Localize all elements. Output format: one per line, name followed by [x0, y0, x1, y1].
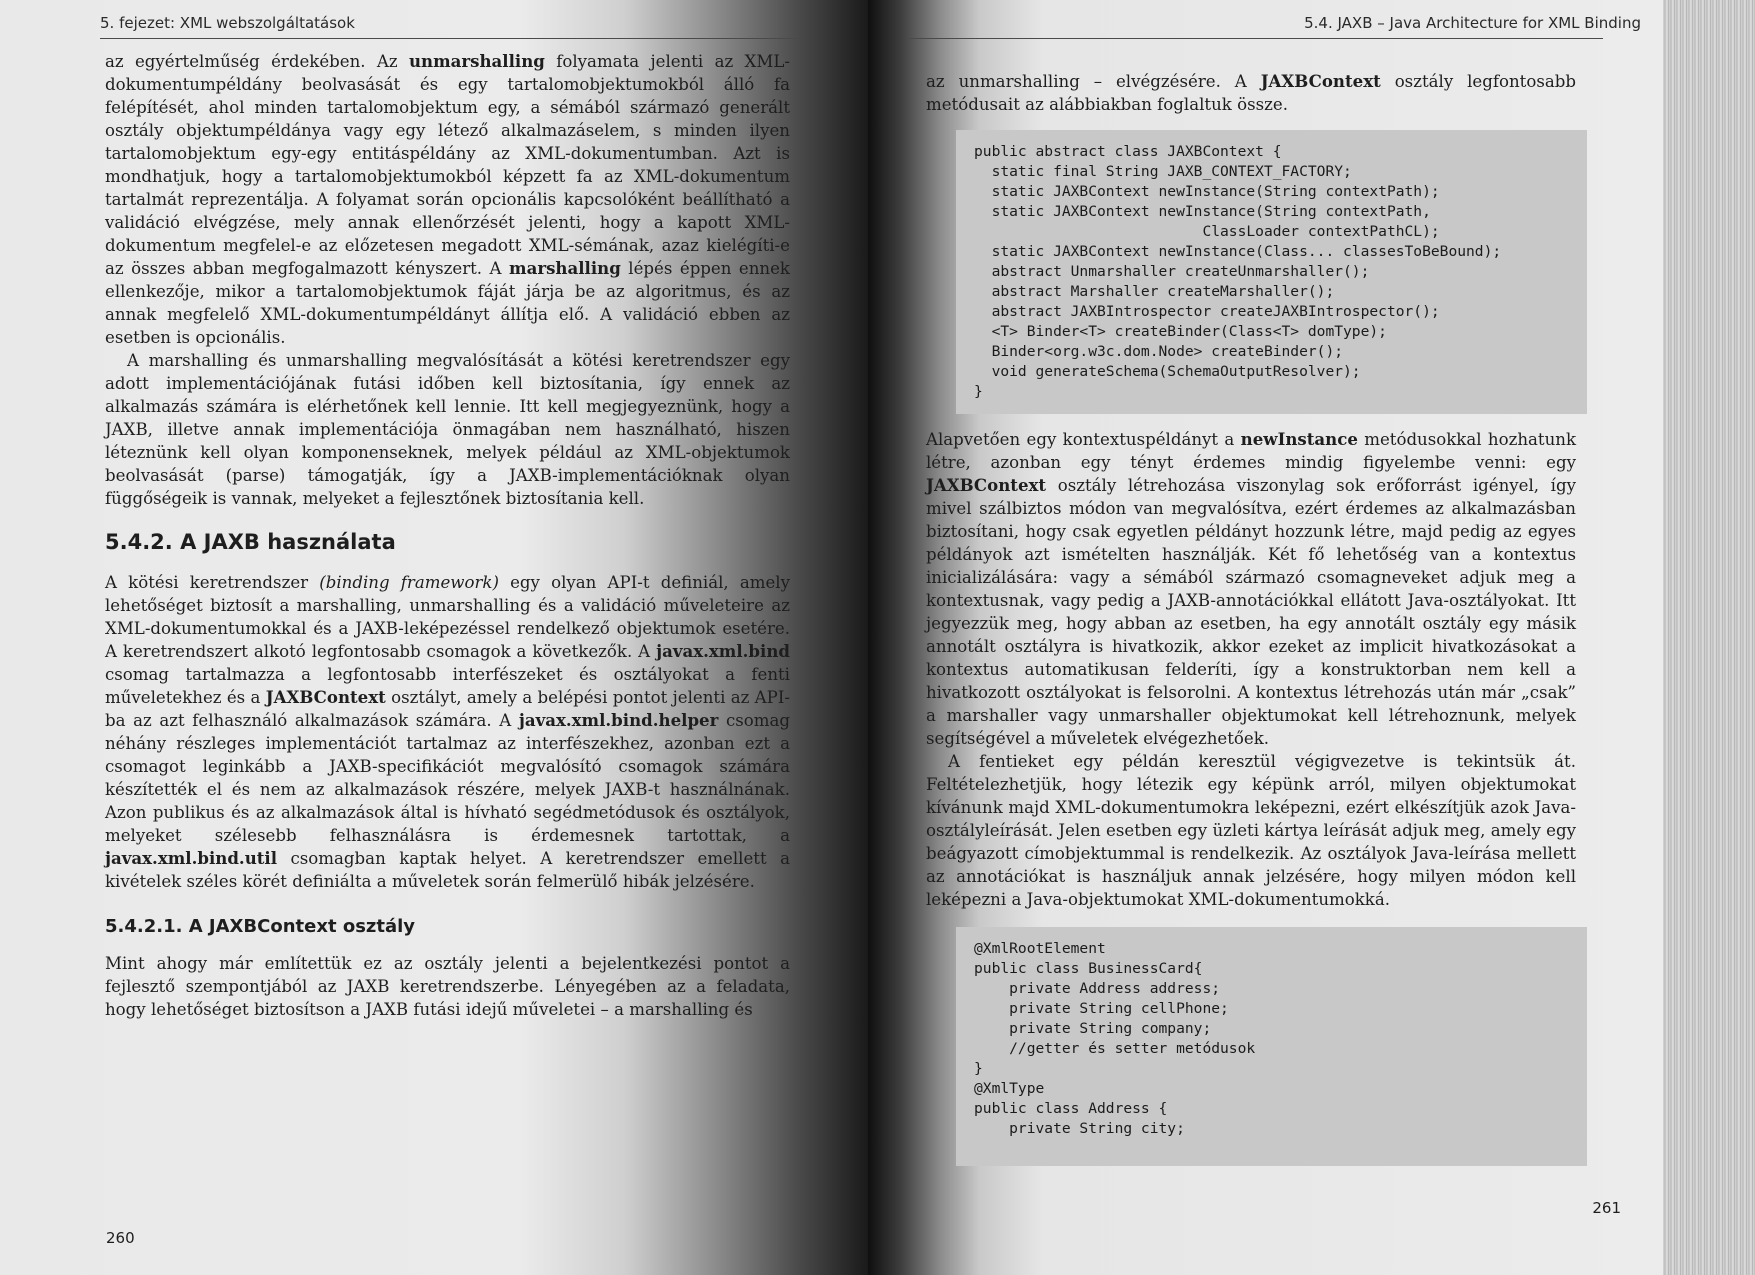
text-run: folyamata jelenti az XML-dokumentumpéldány beolvasását és egy tartalomobjektumokból álló fa felépítését, ahol minden tartalomobjektum egy, a sémából származó generált osztály objektumpéldánya vagy egy létező alkalmazáselem, s minden ilyen tartalomobjektum egy-egy entitáspéldány az XML-dokumentumban. Azt is mondhatjuk, hogy a tartalomobjektumokból képzett fa az XML-dokumentum tartalmát reprezentálja. A folyamat során opcionális kapcsolóként beállítható a validáció elvégzése, mely annak ellenőrzését jelenti, hogy a kapott XML-dokumentum megfelel-e az előzetesen megadott XML-sémának, azaz kielégíti-e az összes abban megfogalmazott kényszert. A [105, 52, 790, 278]
paragraph-implementation: A marshalling és unmarshalling megvalósítását a kötési keretrendszer egy adott implementációjának futási időben kell biztosítania, így ennek az alkalmazás számára is elérhetőnek kell lennie. Itt kell megjegyeznünk, hogy a JAXB, illetve annak implementációja önmagában nem használható, hiszen léteznünk kell olyan komponenseknek, melyek például az XML-objektumok beolvasását (parse) támogatják, így a JAXB-implementációknak olyan függőségeik is vannak, melyeket a fejlesztőnek biztosítania kell. [105, 351, 790, 508]
code-line: abstract JAXBIntrospector createJAXBIntrospector(); [974, 303, 1440, 320]
code-line: private String cellPhone; [974, 1000, 1229, 1017]
code-line: Binder<org.w3c.dom.Node> createBinder(); [974, 343, 1344, 360]
section-heading-5-4-2-1: 5.4.2.1. A JAXBContext osztály [105, 916, 416, 937]
code-line: <T> Binder<T> createBinder(Class<T> domType); [974, 323, 1387, 340]
code-line: void generateSchema(SchemaOutputResolver); [974, 363, 1361, 380]
class-jaxbcontext: JAXBContext [1260, 71, 1381, 91]
page-edges [1663, 0, 1755, 1275]
paragraph-jaxbcontext-intro: Mint ahogy már említettük ez az osztály jelenti a bejelentkezési pontot a fejlesztő szempontjából az JAXB keretrendszerbe. Lényegében az a feladata, hogy lehetőséget biztosítson a JAXB futási idejű műveletei – a marshalling és [105, 954, 790, 1019]
page-number-left: 260 [106, 1229, 135, 1247]
class-jaxbcontext: JAXBContext [265, 687, 386, 707]
package-javax-xml-bind-util: javax.xml.bind.util [105, 848, 278, 868]
header-rule-right [908, 38, 1603, 39]
code-line: } [974, 1060, 983, 1077]
paragraph-unmarshalling [105, 50, 790, 349]
method-newinstance: newInstance [1240, 429, 1358, 449]
paragraph-binding-framework [105, 571, 790, 893]
code-line: @XmlRootElement [974, 940, 1106, 957]
text-run: A kötési keretrendszer [105, 573, 320, 592]
code-line: } [974, 383, 983, 400]
term-unmarshalling: unmarshalling [408, 51, 545, 71]
text-run: osztály létrehozása viszonylag sok erőforrást igényel, így mivel szálbiztos módon van megvalósítva, ezért érdemes az alkalmazásban biztosítani, hogy csak egyetlen példányt hozzunk létre, majd pedig az egyes példányok azt ismételten használják. Két fő lehetőség van a kontextus inicializálására: vagy a sémából származó csomagneveket adjuk meg a kontextusnak, vagy pedig a JAXB-annotációkkal ellátott Java-osztályokat. Itt jegyezzük meg, hogy abban az esetben, ha egy annotált osztály egy másik annotált osztályra is hivatkozik, akkor ezeket az implicit hivatkozásokat a kontextus automatikusan felderíti, így a konstruktorban nem kell a hivatkozott osztályokat is felsorolni. A kontextus létrehozás után már „csak” a marshaller vagy unmarshaller objektumokat kell létrehoznunk, melyek segítségével a műveletek elvégezhetőek. [926, 476, 1576, 748]
code-line: public class BusinessCard{ [974, 960, 1203, 977]
right-page-body [926, 70, 1576, 1166]
code-block-jaxbcontext [956, 130, 1587, 414]
code-line: private String company; [974, 1020, 1212, 1037]
text-run: osztály legfontosabb metódusait az alábbiakban foglaltuk össze. [926, 72, 1576, 114]
left-page [0, 0, 868, 1275]
text-run: lépés éppen ennek ellenkezője, mikor a tartalomobjektumok fáját járja be az algoritmus, és az annak megfelelő XML-dokumentumpéldányt állítja elő. A validáció ebben az esetben is opcionális. [105, 259, 790, 347]
running-head-left: 5. fejezet: XML webszolgáltatások [100, 14, 355, 32]
page-number-right: 261 [1592, 1199, 1621, 1217]
text-run: az unmarshalling – elvégzésére. A [926, 72, 1261, 91]
code-line: abstract Marshaller createMarshaller(); [974, 283, 1335, 300]
header-rule-left [100, 38, 800, 39]
code-line: public abstract class JAXBContext { [974, 143, 1282, 160]
text-run: az egyértelműség érdekében. Az [105, 52, 409, 71]
code-line: ClassLoader contextPathCL); [974, 223, 1440, 240]
package-javax-xml-bind: javax.xml.bind [656, 641, 790, 661]
section-heading-5-4-2: 5.4.2. A JAXB használata [105, 530, 396, 554]
right-page [868, 0, 1663, 1275]
paragraph-methods-intro [926, 70, 1576, 116]
code-line: static JAXBContext newInstance(String contextPath); [974, 183, 1440, 200]
left-page-body [105, 50, 790, 1021]
code-line: private String city; [974, 1120, 1185, 1137]
package-javax-xml-bind-helper: javax.xml.bind.helper [518, 710, 719, 730]
code-line: abstract Unmarshaller createUnmarshaller(); [974, 263, 1370, 280]
text-run: csomagban kaptak helyet. A keretrendszer emellett a kivételek széles körét definiálta a műveletek során felmerülő hibák jelzésére. [105, 849, 790, 891]
paragraph-example: A fentieket egy példán keresztül végigvezetve is tekintsük át. Feltételezhetjük, hogy létezik egy képünk arról, milyen objektumokat kívánunk majd XML-dokumentumokra leképezni, ezért elkészítjük azok Java-osztályleírását. Jelen esetben egy üzleti kártya leírását adjuk meg, amely egy beágyazott címobjektummal is rendelkezik. Az osztályok Java-leírása mellett az annotációkat is használjuk annak jelzésére, hogy milyen módon kell leképezni a Java-objektumokat XML-dokumentumokká. [926, 752, 1576, 909]
code-line: public class Address { [974, 1100, 1168, 1117]
code-line: private Address address; [974, 980, 1221, 997]
code-line: static JAXBContext newInstance(String contextPath, [974, 203, 1431, 220]
text-run: osztályt, amely a belépési pontot jelenti az API-ba az azt felhasználó alkalmazások számára. A [105, 688, 790, 730]
text-run: Alapvetően egy kontextuspéldányt a [926, 430, 1241, 449]
code-block-businesscard [956, 927, 1587, 1166]
code-line: @XmlType [974, 1080, 1045, 1097]
text-run: metódusokkal hozhatunk létre, azonban egy tényt érdemes mindig figyelembe venni: egy [926, 430, 1576, 472]
term-marshalling: marshalling [509, 258, 621, 278]
text-run: csomag néhány részleges implementációt tartalmaz az interfészekhez, azonban ezt a csomagot leginkább a JAXB-specifikációt megvalósító csomagok számára készítették el és nem az alkalmazások részére, melyek JAXB-t használnának. Azon publikus és az alkalmazások által is hívható segédmetódusok és osztályok, melyeket szélesebb felhasználásra is érdemesnek tartottak, a [105, 711, 790, 845]
text-run: csomag tartalmazza a legfontosabb interfészeket és osztályokat a fenti műveletekhez és a [105, 665, 790, 707]
running-head-right: 5.4. JAXB – Java Architecture for XML Binding [1304, 14, 1641, 32]
class-jaxbcontext: JAXBContext [926, 475, 1047, 495]
code-line: static final String JAXB_CONTEXT_FACTORY; [974, 163, 1352, 180]
term-binding-framework: (binding framework) [319, 573, 499, 592]
code-line: //getter és setter metódusok [974, 1040, 1256, 1057]
text-run: egy olyan API-t definiál, amely lehetőséget biztosít a marshalling, unmarshalling és a validáció műveleteire az XML-dokumentumokkal és a JAXB-leképezéssel rendelkező objektumok esetére. A keretrendszert alkotó legfontosabb csomagok a következők. A [105, 573, 790, 661]
code-line: static JAXBContext newInstance(Class... classesToBeBound); [974, 243, 1502, 260]
paragraph-newinstance [926, 428, 1576, 750]
